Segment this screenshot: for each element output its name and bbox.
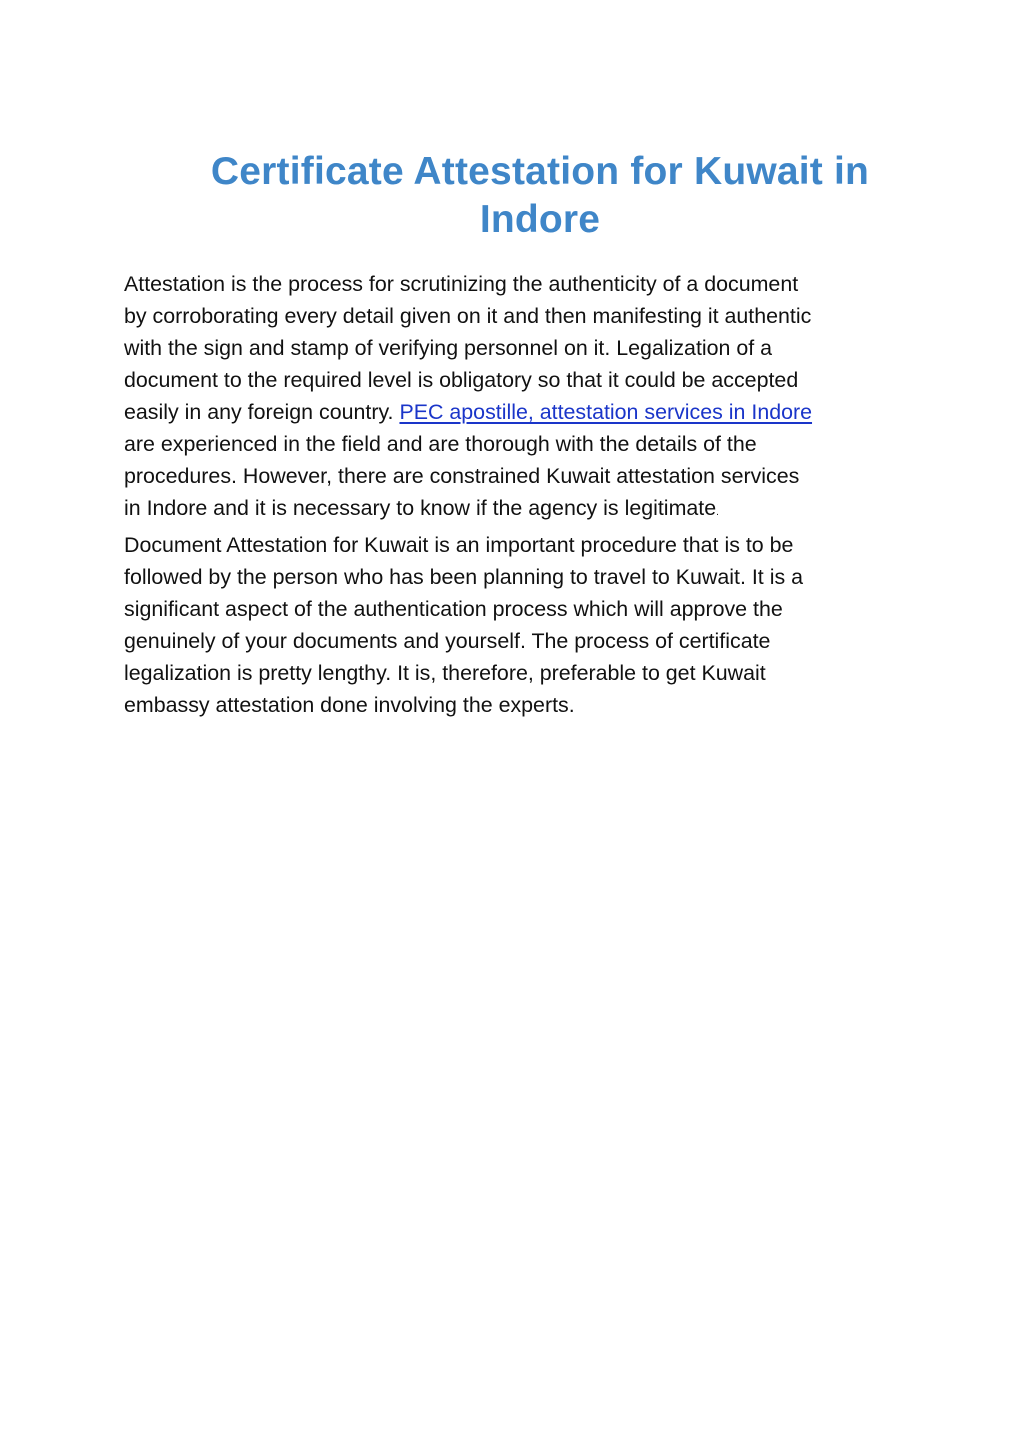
paragraph-line-6: are experienced in the field and are thorough with the details of the <box>124 432 757 456</box>
paragraph-line-8 <box>124 492 914 529</box>
paragraph-line-3: with the sign and stamp of verifying personnel on it. Legalization of a <box>124 336 773 360</box>
paragraph-line-7: procedures. However, there are constrained Kuwait attestation services <box>124 464 800 488</box>
paragraph-line-5 <box>124 396 914 428</box>
paragraph-line-13: legalization is pretty lengthy. It is, therefore, preferable to get Kuwait <box>124 661 766 685</box>
title-line-2: Indore <box>479 198 601 241</box>
paragraph-line-5-text: easily in any foreign country. <box>124 400 400 424</box>
page-title <box>150 148 930 244</box>
body-paragraph <box>124 268 914 721</box>
paragraph-line-12: genuinely of your documents and yourself. The process of certificate <box>124 629 771 653</box>
paragraph-line-8-text: in Indore and it is necessary to know if the agency is legitimate <box>124 496 717 520</box>
pec-services-link[interactable]: PEC apostille, attestation services in Indore <box>399 400 813 424</box>
paragraph-line-1: Attestation is the process for scrutinizing the authenticity of a document <box>124 272 799 296</box>
paragraph-line-14: embassy attestation done involving the experts. <box>124 693 575 717</box>
paragraph-line-11: significant aspect of the authentication process which will approve the <box>124 597 783 621</box>
paragraph-line-2: by corroborating every detail given on it and then manifesting it authentic <box>124 304 812 328</box>
paragraph-line-10: followed by the person who has been planning to travel to Kuwait. It is a <box>124 565 803 589</box>
paragraph-line-9: Document Attestation for Kuwait is an important procedure that is to be <box>124 533 794 557</box>
title-line-1: Certificate Attestation for Kuwait in <box>210 150 870 193</box>
paragraph-line-4: document to the required level is obligatory so that it could be accepted <box>124 368 799 392</box>
paragraph-line-8-period: . <box>716 507 719 518</box>
